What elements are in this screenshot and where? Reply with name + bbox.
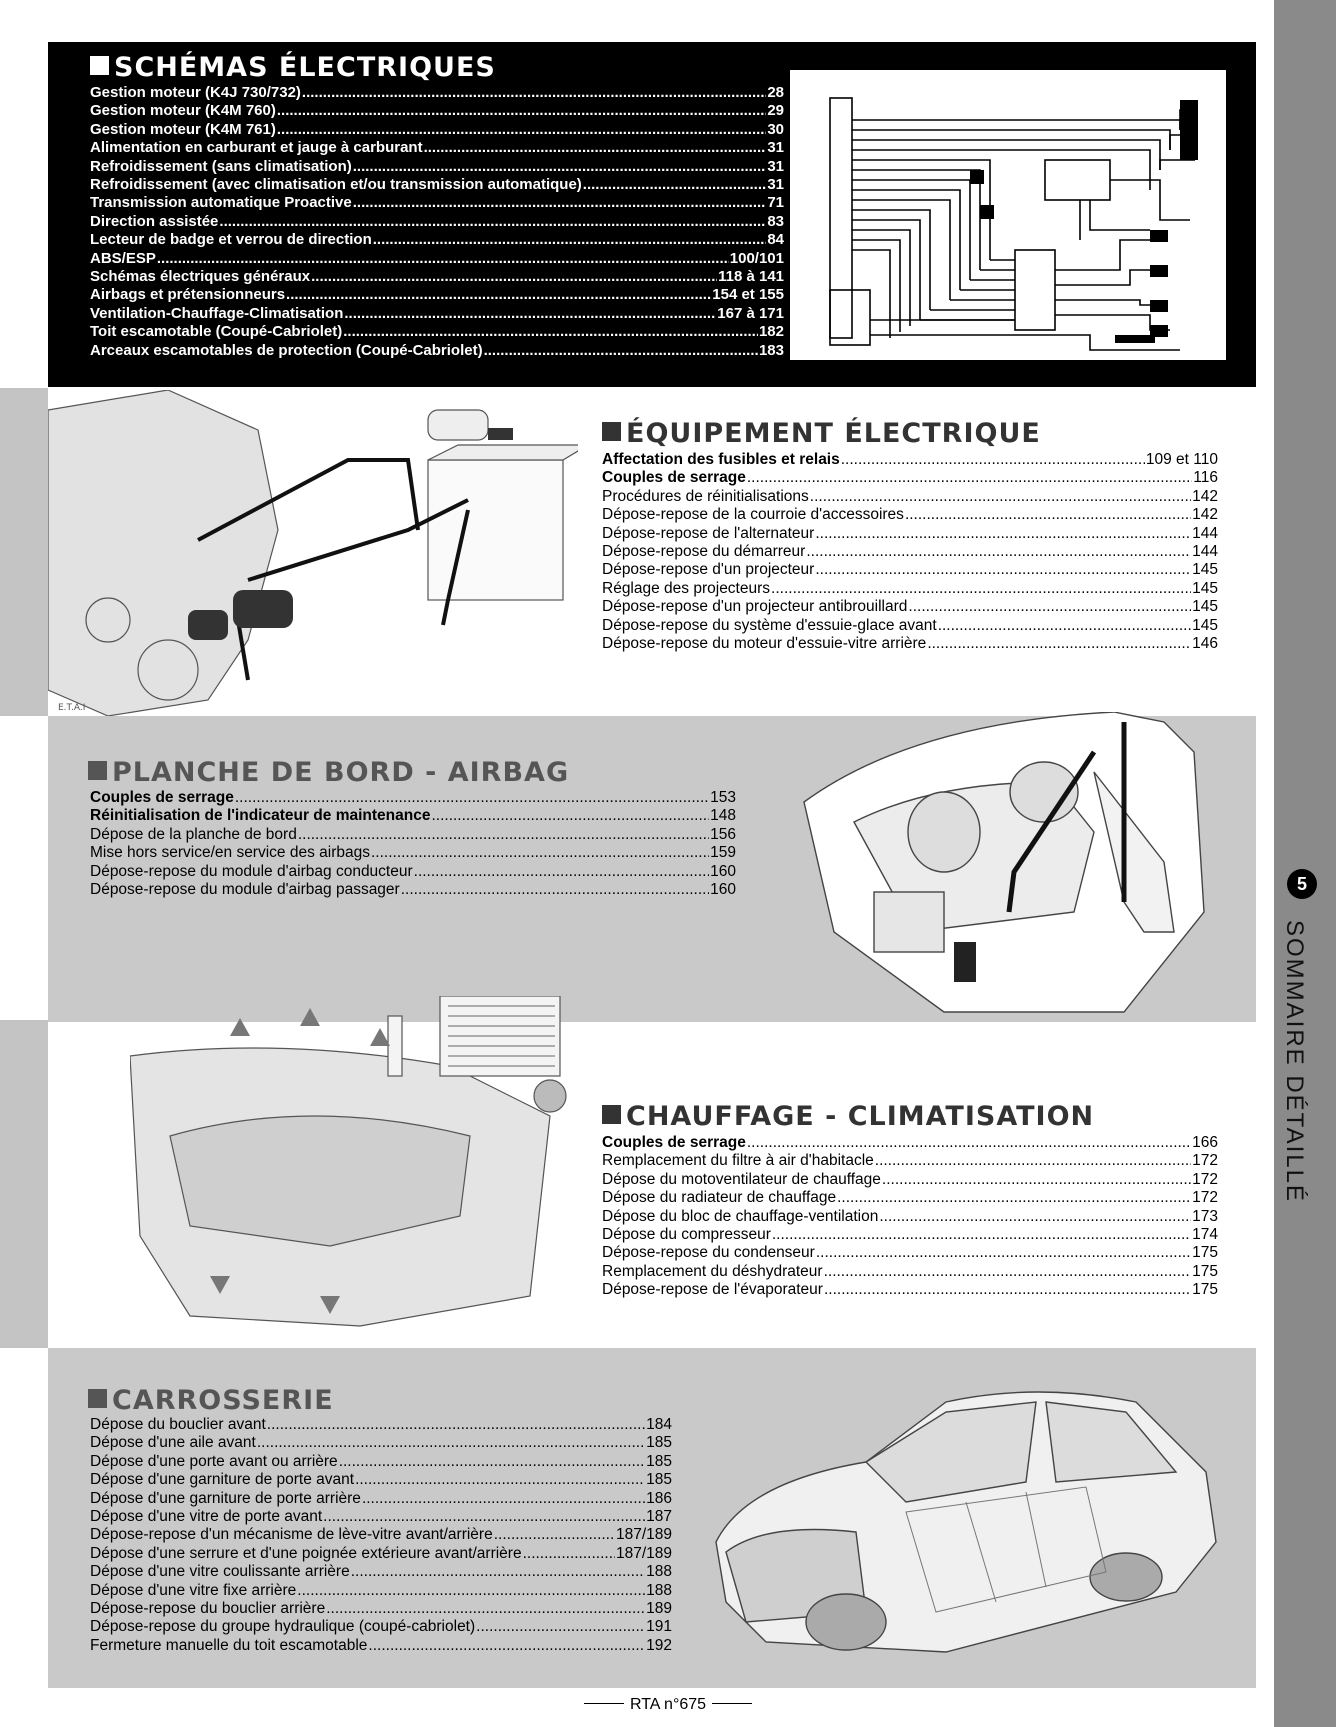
toc-entry-label: Direction assistée [90, 212, 219, 230]
toc-entry-page: 188 [646, 1563, 672, 1581]
toc-entry-label: Dépose-repose du module d'airbag conducteur [90, 862, 413, 880]
toc-entry-page: 189 [646, 1600, 672, 1618]
section-title: ÉQUIPEMENT ÉLECTRIQUE [602, 418, 1041, 449]
toc-leader-dots [810, 488, 1191, 506]
toc-entry[interactable] [602, 506, 1218, 524]
toc-entry-label: Gestion moteur (K4J 730/732) [90, 84, 301, 101]
toc-leader-dots [355, 1471, 645, 1489]
toc-entry[interactable] [602, 543, 1218, 561]
toc-list [90, 84, 784, 360]
toc-entry-label: Airbags et prétensionneurs [90, 286, 286, 304]
toc-entry-label: Dépose-repose d'un projecteur antibrouillard [602, 598, 908, 616]
toc-list [602, 451, 1218, 653]
toc-leader-dots [311, 268, 717, 286]
toc-entry[interactable] [90, 250, 784, 268]
toc-entry-page: 116 [1193, 469, 1218, 487]
toc-leader-dots [401, 881, 709, 899]
toc-entry-page: 166 [1192, 1134, 1218, 1151]
toc-entry-label: Dépose d'une porte avant ou arrière [90, 1452, 338, 1470]
toc-entry-page: 172 [1192, 1170, 1218, 1188]
toc-leader-dots [267, 1416, 645, 1434]
car-body-illustration [706, 1372, 1226, 1662]
toc-entry-label: Refroidissement (avec climatisation et/ou transmission automatique) [90, 176, 582, 194]
toc-entry-page: 186 [646, 1489, 672, 1507]
toc-entry-page: 31 [767, 157, 784, 175]
toc-entry-page: 31 [767, 176, 784, 194]
toc-entry-label: Dépose d'une aile avant [90, 1434, 256, 1452]
toc-entry-label: Mise hors service/en service des airbags [90, 844, 370, 862]
toc-entry[interactable] [90, 826, 736, 844]
toc-entry-label: Dépose d'une serrure et d'une poignée extérieure avant/arrière [90, 1544, 522, 1562]
toc-entry-label: Dépose-repose du groupe hydraulique (coupé-cabriolet) [90, 1618, 476, 1636]
toc-entry-label: Lecteur de badge et verrou de direction [90, 231, 372, 249]
toc-entry-label: Dépose d'une garniture de porte avant [90, 1471, 355, 1489]
toc-leader-dots [286, 286, 711, 304]
toc-entry-label: Procédures de réinitialisations [602, 487, 809, 505]
toc-leader-dots [882, 1171, 1191, 1189]
toc-entry[interactable] [602, 561, 1218, 579]
toc-entry-page: 145 [1192, 561, 1218, 579]
left-strip-2 [0, 1020, 48, 1348]
toc-entry[interactable] [602, 1189, 1218, 1207]
toc-entry[interactable] [90, 213, 784, 231]
toc-leader-dots [816, 1244, 1191, 1262]
section-title: CHAUFFAGE - CLIMATISATION [602, 1101, 1094, 1132]
starter-battery-illustration [48, 390, 578, 716]
toc-entry-label: Dépose du bloc de chauffage-ventilation [602, 1207, 879, 1225]
toc-entry-page: 172 [1192, 1189, 1218, 1207]
toc-entry-page: 160 [710, 862, 736, 880]
toc-leader-dots [905, 506, 1191, 524]
toc-entry[interactable] [90, 139, 784, 157]
toc-entry-page: 109 et 110 [1145, 451, 1218, 468]
toc-entry-page: 183 [758, 341, 784, 359]
toc-entry-page: 144 [1192, 524, 1218, 542]
toc-entry-page: 145 [1192, 598, 1218, 616]
toc-entry-label: Affectation des fusibles et relais [602, 451, 840, 468]
toc-entry-page: 144 [1192, 543, 1218, 561]
toc-leader-dots [772, 1226, 1191, 1244]
toc-entry[interactable] [90, 1582, 672, 1600]
toc-entry-label: Dépose-repose de l'alternateur [602, 524, 815, 542]
toc-entry-page: 159 [710, 844, 736, 862]
toc-entry-label: Dépose-repose d'un projecteur [602, 561, 815, 579]
toc-entry[interactable] [90, 305, 784, 323]
chapter-title-vertical: SOMMAIRE DÉTAILLÉ [1281, 920, 1308, 1203]
toc-leader-dots [747, 469, 1192, 487]
side-tab-strip [1274, 0, 1336, 1727]
toc-entry-label: Dépose-repose du module d'airbag passager [90, 881, 400, 899]
toc-entry[interactable] [602, 617, 1218, 635]
toc-entry[interactable] [90, 342, 784, 360]
toc-entry-page: 172 [1192, 1152, 1218, 1170]
toc-entry[interactable] [602, 1281, 1218, 1299]
toc-entry-page: 173 [1192, 1207, 1218, 1225]
toc-leader-dots [583, 176, 767, 194]
toc-entry[interactable] [602, 1134, 1218, 1152]
toc-entry[interactable] [602, 1226, 1218, 1244]
toc-leader-dots [351, 1563, 645, 1581]
toc-entry-page: 175 [1192, 1262, 1218, 1280]
toc-entry[interactable] [602, 1263, 1218, 1281]
toc-leader-dots [326, 1600, 645, 1618]
toc-entry-page: 160 [710, 881, 736, 899]
toc-entry-page: 175 [1192, 1281, 1218, 1299]
section-title: SCHÉMAS ÉLECTRIQUES [90, 52, 496, 83]
toc-entry-label: Couples de serrage [602, 1134, 746, 1151]
toc-entry-page: 142 [1192, 506, 1218, 524]
toc-leader-dots [908, 598, 1191, 616]
section-title: PLANCHE DE BORD - AIRBAG [88, 757, 569, 788]
toc-entry-label: Dépose-repose de la courroie d'accessoires [602, 506, 904, 524]
toc-leader-dots [747, 1134, 1191, 1152]
toc-list [602, 1134, 1218, 1300]
toc-leader-dots [523, 1545, 615, 1563]
toc-leader-dots [414, 863, 709, 881]
toc-entry[interactable] [90, 1600, 672, 1618]
toc-entry-label: Dépose d'une vitre fixe arrière [90, 1581, 297, 1599]
toc-entry-page: 184 [646, 1416, 672, 1433]
toc-entry[interactable] [602, 525, 1218, 543]
toc-entry-label: Ventilation-Chauffage-Climatisation [90, 304, 344, 322]
toc-entry-page: 167 à 171 [717, 304, 784, 322]
toc-entry-label: Schémas électriques généraux [90, 268, 311, 286]
toc-entry-label: Transmission automatique Proactive [90, 194, 352, 212]
toc-entry[interactable] [602, 451, 1218, 469]
toc-leader-dots [879, 1208, 1191, 1226]
toc-leader-dots [841, 451, 1145, 469]
toc-leader-dots [257, 1434, 645, 1452]
toc-entry[interactable] [90, 84, 784, 102]
toc-entry-page: 188 [646, 1581, 672, 1599]
toc-entry-page: 31 [767, 139, 784, 157]
toc-entry-label: Dépose d'une vitre coulissante arrière [90, 1563, 350, 1581]
toc-entry-page: 153 [710, 789, 736, 806]
toc-leader-dots [484, 342, 758, 360]
toc-entry[interactable] [90, 323, 784, 341]
toc-entry-page: 145 [1192, 616, 1218, 634]
toc-entry[interactable] [602, 580, 1218, 598]
toc-entry-label: Dépose du motoventilateur de chauffage [602, 1170, 881, 1188]
toc-entry-page: 83 [767, 212, 784, 230]
toc-entry-label: Dépose du compresseur [602, 1226, 771, 1244]
toc-leader-dots [476, 1618, 645, 1636]
page-footer: RTA n°675 [0, 1696, 1336, 1714]
toc-entry-label: Réinitialisation de l'indicateur de maintenance [90, 807, 431, 825]
toc-entry[interactable] [90, 844, 736, 862]
section-title: CARROSSERIE [88, 1385, 334, 1416]
toc-entry[interactable] [90, 158, 784, 176]
toc-entry-label: Dépose-repose d'un mécanisme de lève-vitre avant/arrière [90, 1526, 493, 1544]
toc-entry-label: Dépose-repose du démarreur [602, 543, 806, 561]
toc-entry[interactable] [90, 789, 736, 807]
toc-entry-page: 30 [767, 120, 784, 138]
toc-leader-dots [494, 1526, 615, 1544]
toc-leader-dots [339, 1453, 645, 1471]
toc-entry-label: Dépose d'une garniture de porte arrière [90, 1489, 361, 1507]
toc-entry-label: Fermeture manuelle du toit escamotable [90, 1636, 368, 1654]
toc-leader-dots [297, 1582, 645, 1600]
toc-entry-label: Dépose-repose du condenseur [602, 1244, 815, 1262]
toc-entry-page: 100/101 [729, 249, 784, 267]
toc-entry-label: ABS/ESP [90, 249, 156, 267]
toc-leader-dots [824, 1281, 1191, 1299]
toc-leader-dots [771, 580, 1191, 598]
toc-entry-label: Dépose-repose du moteur d'essuie-vitre arrière [602, 635, 927, 653]
toc-leader-dots [806, 543, 1191, 561]
toc-entry-label: Remplacement du filtre à air d'habitacle [602, 1152, 874, 1170]
toc-leader-dots [371, 844, 709, 862]
toc-entry-label: Gestion moteur (K4M 761) [90, 120, 276, 138]
toc-entry-page: 174 [1192, 1226, 1218, 1244]
hvac-dashboard-illustration [130, 996, 580, 1336]
toc-entry-page: 187 [646, 1508, 672, 1526]
toc-entry-label: Couples de serrage [602, 469, 746, 487]
toc-entry-page: 142 [1192, 487, 1218, 505]
toc-entry-label: Dépose de la planche de bord [90, 825, 297, 843]
toc-entry[interactable] [90, 286, 784, 304]
wiring-diagram-illustration [790, 70, 1226, 360]
toc-entry-page: 29 [767, 102, 784, 120]
toc-entry[interactable] [602, 488, 1218, 506]
left-strip-1 [0, 388, 48, 716]
toc-entry-page: 185 [646, 1434, 672, 1452]
toc-entry-page: 185 [646, 1471, 672, 1489]
toc-entry-label: Arceaux escamotables de protection (Coupé-Cabriolet) [90, 341, 483, 359]
toc-entry[interactable] [90, 1637, 672, 1655]
toc-entry-page: 185 [646, 1452, 672, 1470]
toc-leader-dots [353, 158, 767, 176]
toc-list [90, 789, 736, 899]
toc-entry-label: Dépose d'une vitre de porte avant [90, 1508, 323, 1526]
toc-entry-page: 187/189 [615, 1544, 672, 1562]
toc-entry-page: 187/189 [615, 1526, 672, 1544]
toc-entry-page: 182 [758, 323, 784, 341]
toc-entry[interactable] [90, 1471, 672, 1489]
toc-entry[interactable] [90, 863, 736, 881]
toc-entry[interactable] [90, 194, 784, 212]
toc-entry[interactable] [602, 1244, 1218, 1262]
toc-leader-dots [343, 323, 758, 341]
toc-entry[interactable] [602, 1171, 1218, 1189]
toc-leader-dots [824, 1263, 1192, 1281]
toc-leader-dots [157, 250, 729, 268]
toc-entry[interactable] [90, 1453, 672, 1471]
etai-mark: E.T.A.I [58, 703, 86, 713]
toc-entry[interactable] [602, 1208, 1218, 1226]
toc-entry-page: 71 [767, 194, 784, 212]
toc-entry-page: 175 [1192, 1244, 1218, 1262]
toc-leader-dots [815, 561, 1191, 579]
toc-leader-dots [875, 1152, 1191, 1170]
toc-entry-label: Dépose-repose du système d'essuie-glace avant [602, 616, 937, 634]
toc-entry-page: 146 [1192, 635, 1218, 653]
toc-entry[interactable] [90, 881, 736, 899]
toc-leader-dots [938, 617, 1191, 635]
toc-entry-label: Dépose-repose de l'évaporateur [602, 1281, 823, 1299]
toc-leader-dots [424, 139, 767, 157]
toc-entry-page: 148 [710, 807, 736, 825]
toc-leader-dots [219, 213, 766, 231]
toc-leader-dots [837, 1189, 1191, 1207]
toc-entry-page: 192 [646, 1636, 672, 1654]
toc-entry-page: 154 et 155 [712, 286, 784, 304]
toc-leader-dots [431, 807, 709, 825]
toc-entry-label: Dépose du bouclier avant [90, 1416, 266, 1433]
toc-entry-label: Réglage des projecteurs [602, 579, 771, 597]
toc-entry[interactable] [602, 635, 1218, 653]
toc-entry-page: 145 [1192, 579, 1218, 597]
toc-entry[interactable] [90, 807, 736, 825]
section-schemas-electriques [48, 42, 1256, 387]
toc-leader-dots [368, 1637, 645, 1655]
toc-entry[interactable] [90, 268, 784, 286]
toc-entry-page: 156 [710, 825, 736, 843]
toc-entry[interactable] [90, 1526, 672, 1544]
toc-entry-label: Dépose-repose du bouclier arrière [90, 1600, 326, 1618]
toc-list [90, 1416, 672, 1655]
toc-entry[interactable] [90, 176, 784, 194]
toc-entry-label: Toit escamotable (Coupé-Cabriolet) [90, 323, 343, 341]
toc-leader-dots [344, 305, 716, 323]
toc-entry-label: Refroidissement (sans climatisation) [90, 157, 352, 175]
toc-entry[interactable] [90, 102, 784, 120]
toc-leader-dots [277, 102, 766, 120]
toc-entry-label: Dépose du radiateur de chauffage [602, 1189, 837, 1207]
toc-leader-dots [362, 1490, 645, 1508]
toc-entry-label: Alimentation en carburant et jauge à carburant [90, 139, 423, 157]
toc-entry-label: Couples de serrage [90, 789, 234, 806]
chapter-number-badge: 5 [1287, 869, 1317, 899]
toc-entry[interactable] [90, 1508, 672, 1526]
toc-entry-label: Gestion moteur (K4M 760) [90, 102, 276, 120]
toc-entry[interactable] [602, 469, 1218, 487]
toc-leader-dots [302, 84, 766, 102]
toc-leader-dots [298, 826, 709, 844]
toc-entry[interactable] [90, 1618, 672, 1636]
toc-leader-dots [323, 1508, 645, 1526]
toc-entry[interactable] [90, 231, 784, 249]
toc-leader-dots [815, 525, 1191, 543]
toc-entry[interactable] [90, 1490, 672, 1508]
toc-entry-page: 191 [646, 1618, 672, 1636]
toc-leader-dots [373, 231, 767, 249]
toc-entry[interactable] [90, 1434, 672, 1452]
toc-leader-dots [235, 789, 709, 807]
toc-entry-page: 84 [767, 231, 784, 249]
toc-entry-label: Remplacement du déshydrateur [602, 1262, 823, 1280]
toc-entry-page: 118 à 141 [718, 268, 784, 286]
toc-entry[interactable] [602, 1152, 1218, 1170]
toc-entry[interactable] [602, 598, 1218, 616]
airbag-car-interior-illustration [794, 712, 1224, 1018]
toc-entry-page: 28 [767, 84, 784, 101]
toc-entry[interactable] [90, 1563, 672, 1581]
toc-leader-dots [927, 635, 1191, 653]
toc-leader-dots [353, 194, 767, 212]
toc-entry[interactable] [90, 1545, 672, 1563]
toc-leader-dots [277, 121, 766, 139]
toc-entry[interactable] [90, 121, 784, 139]
toc-entry[interactable] [90, 1416, 672, 1434]
